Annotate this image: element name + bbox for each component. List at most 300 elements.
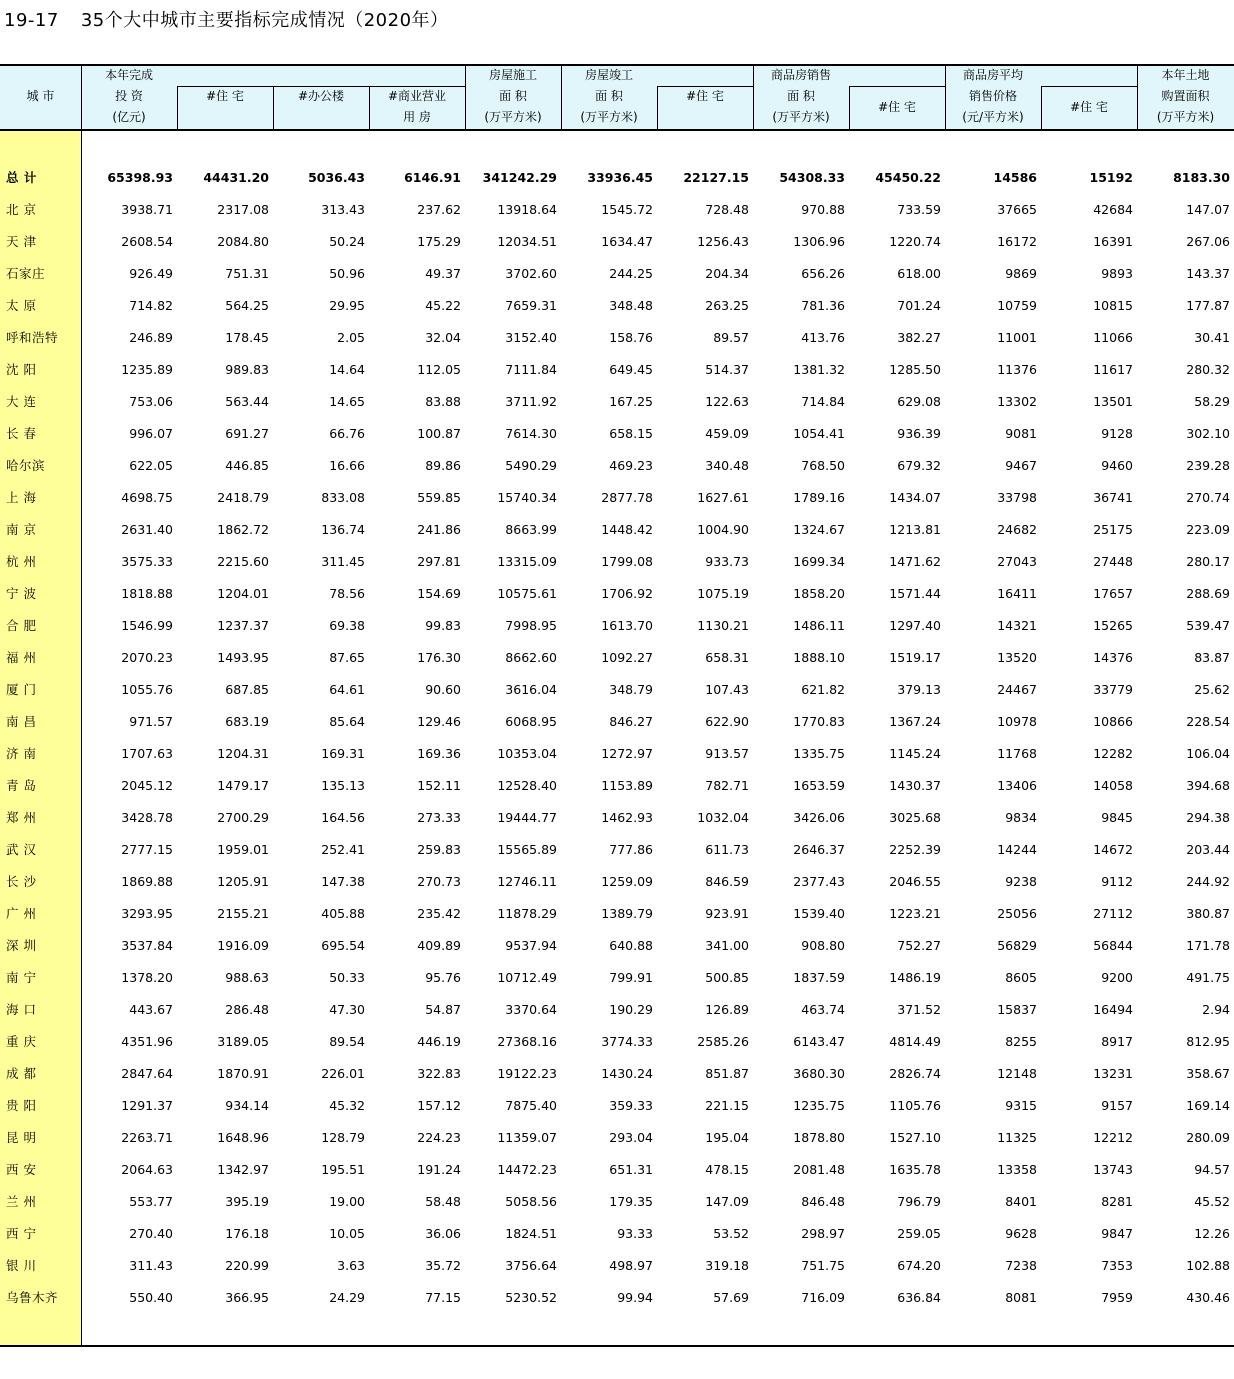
cell-completed-residential: 1075.19 [697,586,749,601]
cell-inv-business: 241.86 [417,522,461,537]
cell-investment: 2608.54 [121,234,173,249]
cell-avg-price: 9315 [1005,1098,1037,1113]
cell-investment: 1378.20 [121,970,173,985]
cell-sales-area: 1381.32 [793,362,845,377]
cell-inv-residential: 1204.31 [217,746,269,761]
cell-avg-price-residential: 11617 [1093,362,1133,377]
cell-investment: 550.40 [129,1290,173,1305]
cell-inv-business: 90.60 [425,682,461,697]
cell-completed-residential: 1627.61 [697,490,749,505]
cell-construction-area: 5490.29 [505,458,557,473]
cell-inv-office: 195.51 [321,1162,365,1177]
cell-inv-residential: 564.25 [225,298,269,313]
cell-completed-residential: 1256.43 [697,234,749,249]
cell-land-area: 177.87 [1186,298,1230,313]
cell-construction-area: 5230.52 [505,1290,557,1305]
cell-avg-price: 13358 [997,1162,1037,1177]
city-name: 南 宁 [6,970,37,985]
cell-inv-residential: 2418.79 [217,490,269,505]
cell-avg-price: 9869 [1005,266,1037,281]
cell-inv-business: 83.88 [425,394,461,409]
cell-construction-area: 12746.11 [497,874,557,889]
cell-inv-residential: 687.85 [225,682,269,697]
cell-investment: 443.67 [129,1002,173,1017]
cell-completed-area: 1153.89 [601,778,653,793]
cell-inv-residential: 1870.91 [217,1066,269,1081]
cell-construction-area: 19122.23 [497,1066,557,1081]
cell-construction-area: 15740.34 [497,490,557,505]
table-row [0,802,1234,834]
cell-inv-residential: 1204.01 [217,586,269,601]
cell-inv-business: 100.87 [417,426,461,441]
cell-inv-business: 169.36 [417,746,461,761]
cell-sales-area: 1888.10 [793,650,845,665]
cell-inv-business: 152.11 [417,778,461,793]
cell-land-area: 288.69 [1186,586,1230,601]
city-name: 武 汉 [6,842,37,857]
cell-sales-area: 54308.33 [779,170,845,185]
cell-completed-area: 1545.72 [601,202,653,217]
cell-completed-residential: 1130.21 [697,618,749,633]
cell-completed-area: 348.48 [609,298,653,313]
cell-avg-price-residential: 13743 [1093,1162,1133,1177]
cell-inv-office: 87.65 [329,650,365,665]
cell-land-area: 12.26 [1194,1226,1230,1241]
cell-sales-residential: 1434.07 [889,490,941,505]
cell-land-area: 58.29 [1194,394,1230,409]
city-name: 郑 州 [6,810,37,825]
cell-inv-business: 446.19 [417,1034,461,1049]
cell-sales-area: 1789.16 [793,490,845,505]
cell-completed-area: 293.04 [609,1130,653,1145]
cell-sales-residential: 629.08 [897,394,941,409]
cell-avg-price: 16411 [997,586,1037,601]
table-row [0,1250,1234,1282]
cell-inv-residential: 989.83 [225,362,269,377]
cell-avg-price-residential: 16391 [1093,234,1133,249]
table-bottom-rule [0,1345,1234,1347]
cell-inv-residential: 2215.60 [217,554,269,569]
cell-inv-residential: 1959.01 [217,842,269,857]
city-name: 大 连 [6,394,37,409]
cell-avg-price: 14321 [997,618,1037,633]
cell-inv-business: 224.23 [417,1130,461,1145]
cell-construction-area: 3370.64 [505,1002,557,1017]
city-name: 青 岛 [6,778,37,793]
cell-investment: 311.43 [129,1258,173,1273]
cell-land-area: 228.54 [1186,714,1230,729]
cell-completed-area: 846.27 [609,714,653,729]
table-row [0,1282,1234,1314]
cell-inv-office: 50.33 [329,970,365,985]
cell-sales-residential: 1519.17 [889,650,941,665]
cell-completed-area: 99.94 [617,1290,653,1305]
cell-inv-business: 58.48 [425,1194,461,1209]
cell-avg-price: 9628 [1005,1226,1037,1241]
cell-avg-price-residential: 15192 [1089,170,1133,185]
cell-investment: 553.77 [129,1194,173,1209]
cell-land-area: 169.14 [1186,1098,1230,1113]
cell-completed-residential: 53.52 [713,1226,749,1241]
cell-inv-office: 695.54 [321,938,365,953]
cell-land-area: 171.78 [1186,938,1230,953]
cell-land-area: 94.57 [1194,1162,1230,1177]
cell-avg-price: 8081 [1005,1290,1037,1305]
cell-completed-residential: 1032.04 [697,810,749,825]
cell-avg-price-residential: 42684 [1093,202,1133,217]
cell-avg-price-residential: 13231 [1093,1066,1133,1081]
cell-inv-business: 237.62 [417,202,461,217]
cell-sales-residential: 1105.76 [889,1098,941,1113]
cell-inv-office: 85.64 [329,714,365,729]
header-construction: 面 积 [499,89,527,103]
cell-avg-price: 24467 [997,682,1037,697]
cell-inv-office: 169.31 [321,746,365,761]
cell-completed-area: 658.15 [609,426,653,441]
city-name: 宁 波 [6,586,37,601]
cell-construction-area: 7875.40 [505,1098,557,1113]
cell-avg-price-residential: 12212 [1093,1130,1133,1145]
cell-inv-office: 405.88 [321,906,365,921]
cell-completed-area: 93.33 [617,1226,653,1241]
cell-avg-price: 9081 [1005,426,1037,441]
table-number: 19-17 [4,10,59,31]
cell-avg-price-residential: 9460 [1101,458,1133,473]
cell-avg-price: 12148 [997,1066,1037,1081]
cell-construction-area: 13315.09 [497,554,557,569]
header-inv-office: #办公楼 [297,89,345,103]
cell-sales-area: 1858.20 [793,586,845,601]
cell-construction-area: 8662.60 [505,650,557,665]
cell-construction-area: 3616.04 [505,682,557,697]
cell-sales-residential: 1486.19 [889,970,941,985]
cell-avg-price: 9238 [1005,874,1037,889]
cell-inv-office: 89.54 [329,1034,365,1049]
table-row [0,290,1234,322]
header-inv-business: 用 房 [403,110,431,124]
cell-avg-price: 27043 [997,554,1037,569]
header-sales-residential: #住 宅 [878,100,916,114]
cell-completed-residential: 851.87 [705,1066,749,1081]
city-name: 南 京 [6,522,37,537]
city-name: 重 庆 [6,1034,37,1049]
cell-sales-residential: 379.13 [897,682,941,697]
city-name: 杭 州 [6,554,37,569]
cell-inv-residential: 1237.37 [217,618,269,633]
cell-inv-residential: 2155.21 [217,906,269,921]
cell-avg-price-residential: 36741 [1093,490,1133,505]
table-row [0,610,1234,642]
cell-construction-area: 10712.49 [497,970,557,985]
cell-construction-area: 19444.77 [497,810,557,825]
cell-construction-area: 14472.23 [497,1162,557,1177]
cell-avg-price: 25056 [997,906,1037,921]
cell-construction-area: 5058.56 [505,1194,557,1209]
cell-completed-residential: 846.59 [705,874,749,889]
cell-completed-residential: 622.90 [705,714,749,729]
table-row [0,1154,1234,1186]
cell-land-area: 102.88 [1186,1258,1230,1273]
cell-inv-office: 78.56 [329,586,365,601]
cell-inv-business: 157.12 [417,1098,461,1113]
cell-inv-residential: 691.27 [225,426,269,441]
cell-inv-business: 54.87 [425,1002,461,1017]
cell-construction-area: 1824.51 [505,1226,557,1241]
cell-construction-area: 12528.40 [497,778,557,793]
cell-land-area: 83.87 [1194,650,1230,665]
total-row [0,162,1234,194]
cell-inv-business: 77.15 [425,1290,461,1305]
header-sales: 面 积 [787,89,815,103]
cell-avg-price-residential: 9200 [1101,970,1133,985]
cell-sales-residential: 752.27 [897,938,941,953]
cell-construction-area: 8663.99 [505,522,557,537]
cell-inv-business: 35.72 [425,1258,461,1273]
city-name: 兰 州 [6,1194,37,1209]
cell-sales-area: 1054.41 [793,426,845,441]
city-name: 上 海 [6,490,37,505]
table-row [0,898,1234,930]
cell-completed-area: 1706.92 [601,586,653,601]
cell-completed-area: 777.86 [609,842,653,857]
cell-inv-residential: 934.14 [225,1098,269,1113]
cell-land-area: 223.09 [1186,522,1230,537]
city-name: 乌鲁木齐 [6,1290,59,1305]
cell-sales-residential: 1145.24 [889,746,941,761]
cell-inv-business: 99.83 [425,618,461,633]
cell-construction-area: 3711.92 [505,394,557,409]
cell-inv-business: 176.30 [417,650,461,665]
cell-avg-price: 16172 [997,234,1037,249]
cell-completed-residential: 500.85 [705,970,749,985]
cell-sales-residential: 1430.37 [889,778,941,793]
city-name: 南 昌 [6,714,37,729]
cell-completed-residential: 933.73 [705,554,749,569]
cell-land-area: 280.32 [1186,362,1230,377]
header-price: 商品房平均 [962,68,1023,82]
cell-inv-residential: 988.63 [225,970,269,985]
cell-avg-price-residential: 8281 [1101,1194,1133,1209]
cell-completed-residential: 340.48 [705,458,749,473]
cell-completed-residential: 319.18 [705,1258,749,1273]
cell-inv-business: 6146.91 [404,170,461,185]
cell-inv-office: 64.61 [329,682,365,697]
cell-land-area: 294.38 [1186,810,1230,825]
cell-sales-residential: 1297.40 [889,618,941,633]
cell-inv-office: 10.05 [329,1226,365,1241]
cell-land-area: 239.28 [1186,458,1230,473]
cell-completed-residential: 89.57 [713,330,749,345]
table-row [0,962,1234,994]
cell-sales-area: 1306.96 [793,234,845,249]
cell-inv-residential: 286.48 [225,1002,269,1017]
cell-inv-office: 24.29 [329,1290,365,1305]
cell-completed-area: 1430.24 [601,1066,653,1081]
cell-construction-area: 7614.30 [505,426,557,441]
table-row [0,930,1234,962]
cell-inv-office: 19.00 [329,1194,365,1209]
cell-land-area: 8183.30 [1173,170,1230,185]
city-name: 海 口 [6,1002,37,1017]
cell-completed-area: 244.25 [609,266,653,281]
header-sales-unit: (万平方米) [772,110,830,124]
header-subrule [1041,86,1137,87]
cell-investment: 1235.89 [121,362,173,377]
cell-completed-residential: 2585.26 [697,1034,749,1049]
cell-sales-area: 621.82 [801,682,845,697]
cell-investment: 3293.95 [121,906,173,921]
cell-land-area: 280.09 [1186,1130,1230,1145]
cell-sales-area: 1878.80 [793,1130,845,1145]
cell-completed-area: 167.25 [609,394,653,409]
cell-completed-residential: 204.34 [705,266,749,281]
cell-inv-office: 833.08 [321,490,365,505]
city-name: 沈 阳 [6,362,37,377]
cell-inv-business: 154.69 [417,586,461,601]
table-row [0,706,1234,738]
cell-construction-area: 15565.89 [497,842,557,857]
cell-construction-area: 3152.40 [505,330,557,345]
cell-completed-residential: 611.73 [705,842,749,857]
city-name: 石家庄 [6,266,46,281]
cell-completed-area: 799.91 [609,970,653,985]
table-row [0,322,1234,354]
cell-sales-residential: 259.05 [897,1226,941,1241]
cell-inv-office: 313.43 [321,202,365,217]
cell-inv-office: 47.30 [329,1002,365,1017]
cell-land-area: 267.06 [1186,234,1230,249]
cell-sales-residential: 1527.10 [889,1130,941,1145]
cell-construction-area: 13918.64 [497,202,557,217]
cell-sales-area: 846.48 [801,1194,845,1209]
cell-avg-price: 11325 [997,1130,1037,1145]
cell-sales-residential: 3025.68 [889,810,941,825]
cell-inv-office: 66.76 [329,426,365,441]
cell-investment: 3537.84 [121,938,173,953]
city-name: 合 肥 [6,618,37,633]
cell-avg-price-residential: 14376 [1093,650,1133,665]
cell-inv-business: 409.89 [417,938,461,953]
cell-sales-residential: 45450.22 [875,170,941,185]
cell-inv-business: 95.76 [425,970,461,985]
city-name: 深 圳 [6,938,37,953]
header-construction: 房屋施工 [488,68,537,82]
cell-avg-price-residential: 15265 [1093,618,1133,633]
cell-avg-price: 37665 [997,202,1037,217]
table-row [0,994,1234,1026]
cell-land-area: 358.67 [1186,1066,1230,1081]
table-row [0,578,1234,610]
city-name: 西 安 [6,1162,37,1177]
cell-inv-residential: 683.19 [225,714,269,729]
cell-construction-area: 7998.95 [505,618,557,633]
cell-inv-residential: 366.95 [225,1290,269,1305]
cell-construction-area: 7659.31 [505,298,557,313]
cell-construction-area: 12034.51 [497,234,557,249]
cell-inv-business: 112.05 [417,362,461,377]
cell-sales-area: 768.50 [801,458,845,473]
cell-sales-residential: 1223.21 [889,906,941,921]
cell-completed-area: 1613.70 [601,618,653,633]
cell-investment: 2045.12 [121,778,173,793]
header-completed: 房屋竣工 [584,68,633,82]
table-row [0,386,1234,418]
cell-inv-office: 2.05 [337,330,365,345]
cell-avg-price: 14586 [993,170,1037,185]
cell-avg-price-residential: 12282 [1093,746,1133,761]
header-completed-residential: #住 宅 [686,89,724,103]
cell-sales-area: 2646.37 [793,842,845,857]
cell-completed-residential: 459.09 [705,426,749,441]
cell-sales-residential: 636.84 [897,1290,941,1305]
cell-inv-office: 50.96 [329,266,365,281]
cell-completed-area: 1259.09 [601,874,653,889]
cell-investment: 926.49 [129,266,173,281]
cell-inv-residential: 2700.29 [217,810,269,825]
table-row [0,674,1234,706]
header-completed-unit: (万平方米) [580,110,638,124]
cell-avg-price: 11001 [997,330,1037,345]
cell-land-area: 106.04 [1186,746,1230,761]
header-city: 城 市 [26,89,55,103]
table-row [0,1090,1234,1122]
cell-investment: 753.06 [129,394,173,409]
cell-avg-price-residential: 13501 [1093,394,1133,409]
cell-completed-residential: 195.04 [705,1130,749,1145]
header-investment: 本年完成 [104,68,153,82]
cell-inv-business: 89.86 [425,458,461,473]
cell-land-area: 302.10 [1186,426,1230,441]
city-name: 长 春 [6,426,37,441]
cell-completed-area: 1092.27 [601,650,653,665]
cell-land-area: 380.87 [1186,906,1230,921]
cell-sales-residential: 371.52 [897,1002,941,1017]
cell-avg-price: 33798 [997,490,1037,505]
cell-avg-price-residential: 9847 [1101,1226,1133,1241]
cell-land-area: 143.37 [1186,266,1230,281]
cell-inv-residential: 1342.97 [217,1162,269,1177]
cell-sales-residential: 2252.39 [889,842,941,857]
header-land: 购置面积 [1161,89,1210,103]
cell-investment: 971.57 [129,714,173,729]
cell-investment: 65398.93 [107,170,173,185]
cell-avg-price-residential: 9112 [1101,874,1133,889]
header-land-unit: (万平方米) [1156,110,1215,124]
cell-investment: 2777.15 [121,842,173,857]
cell-avg-price-residential: 11066 [1093,330,1133,345]
cell-completed-area: 1462.93 [601,810,653,825]
cell-completed-residential: 147.09 [705,1194,749,1209]
cell-sales-area: 1837.59 [793,970,845,985]
header-sales: 商品房销售 [770,68,831,82]
cell-sales-residential: 1213.81 [889,522,941,537]
cell-investment: 270.40 [129,1226,173,1241]
cell-sales-area: 3680.30 [793,1066,845,1081]
cell-avg-price-residential: 14058 [1093,778,1133,793]
cell-land-area: 280.17 [1186,554,1230,569]
cell-completed-area: 158.76 [609,330,653,345]
cell-sales-residential: 618.00 [897,266,941,281]
cell-inv-office: 5036.43 [308,170,365,185]
cell-avg-price: 11768 [997,746,1037,761]
table-row [0,738,1234,770]
city-name: 成 都 [6,1066,37,1081]
cell-sales-residential: 796.79 [897,1194,941,1209]
cell-completed-residential: 728.48 [705,202,749,217]
cell-investment: 714.82 [129,298,173,313]
cell-inv-business: 191.24 [417,1162,461,1177]
cell-sales-area: 2081.48 [793,1162,845,1177]
